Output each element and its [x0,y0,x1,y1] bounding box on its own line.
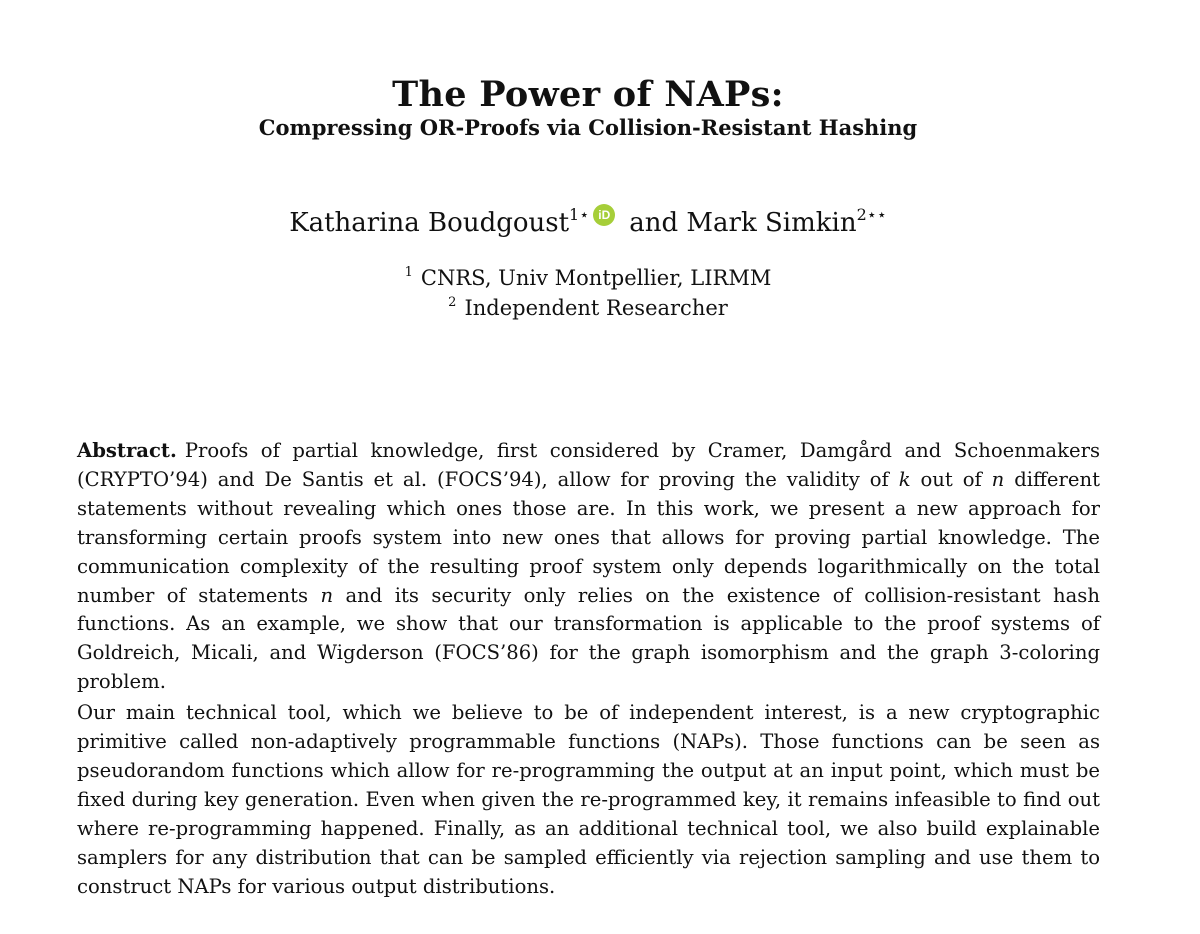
affiliation-text-2: Independent Researcher [464,296,728,320]
author-sup-1: 1⋆ [569,205,590,224]
author-sup-2: 2⋆⋆ [856,205,887,224]
orcid-icon[interactable]: iD [593,204,615,226]
affiliation-1 [0,264,1176,292]
math-variable-k: k [898,467,911,491]
abstract-paragraph-1 [77,437,1100,697]
abstract-text: and its security only relies on the existence of collision-resistant hash functions. As an example, we show that our transformation is applicable to the proof systems of Goldreich, Micali, and Wigderson (FOCS’86) for the graph isomorphism and the graph 3-coloring problem. [77,583,1100,694]
author-name-2: Mark Simkin [686,208,857,238]
author-line [0,203,1176,243]
abstract-heading: Abstract. [77,439,177,462]
affiliation-text-1: CNRS, Univ Montpellier, LIRMM [420,266,772,290]
author-name-1: Katharina Boudgoust [289,208,570,238]
abstract-text: out of [910,467,992,491]
math-variable-n: n [991,467,1005,491]
paper-title: The Power of NAPs: [392,74,784,115]
author-separator: and [629,208,679,238]
affiliation-2 [0,294,1176,322]
abstract-paragraph-2: Our main technical tool, which we believe to be of independent interest, is a new cryptographic primitive called non-adaptively programmable functions (NAPs). Those functions can be seen as pseudorandom functions which allow for re-programming the output at an input point, which must be fixed during key generation. Even when given the re-programmed key, it remains infeasible to find out where re-programming happened. Finally, as an additional technical tool, we also build explainable samplers for any distribution that can be sampled efficiently via rejection sampling and use them to construct NAPs for various output distributions. [77,701,1100,898]
abstract [77,437,1100,902]
affiliation-num-2: 2 [448,295,457,310]
math-variable-n: n [320,583,334,607]
abstract-text: Proofs of partial knowledge, first considered by Cramer, Damgård and Schoenmakers (CRYPTO’94) and De Santis et al. (FOCS’94), allow for proving the validity of [77,439,1100,491]
affiliation-num-1: 1 [404,265,413,280]
abstract-text: different statements without revealing which ones those are. In this work, we present a new approach for transforming certain proofs system into new ones that allows for proving partial knowledge. The communication complexity of the resulting proof system only depends logarithmically on the total number of statements [77,467,1100,607]
paper-subtitle: Compressing OR-Proofs via Collision-Resistant Hashing [258,115,918,140]
